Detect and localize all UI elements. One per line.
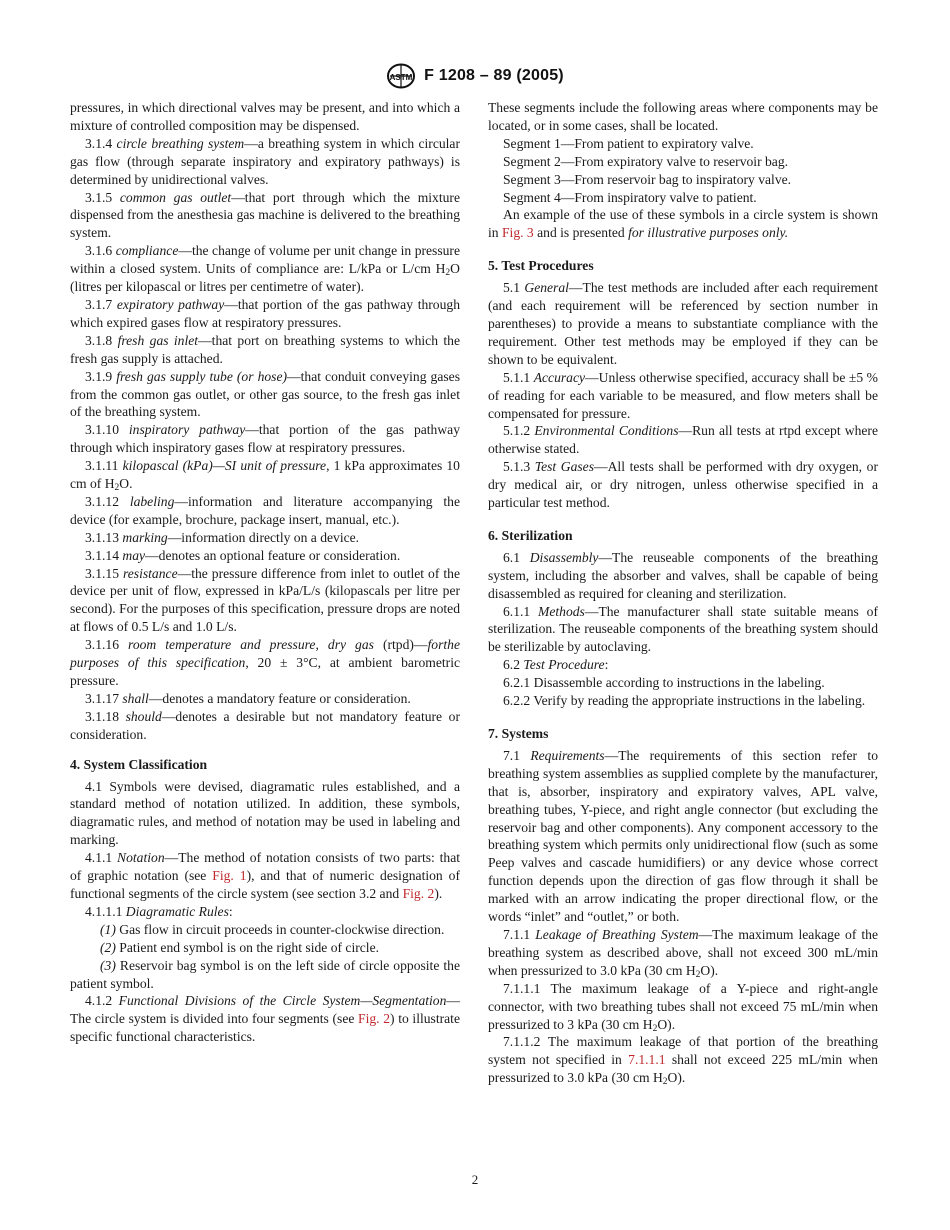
definition-should: 3.1.18 should—denotes a desirable but not mandatory feature or consideration.: [70, 708, 460, 742]
paragraph-4-1-1-1: 4.1.1.1 Diagramatic Rules:: [85, 903, 233, 919]
definition-marking: 3.1.13 marking—information directly on a device.: [85, 529, 360, 545]
segment-item: Segment 4—From inspiratory valve to patient.: [503, 189, 757, 205]
fig-3-link[interactable]: Fig. 3: [501, 225, 534, 241]
svg-text:ASTM: ASTM: [389, 73, 413, 82]
definition-fresh-gas-inlet: 3.1.8 fresh gas inlet—that port on breathing systems to which the fresh gas supply is attached.: [70, 332, 461, 366]
definition-labeling: 3.1.12 labeling—information and literature accompanying the device (for example, brochure, package insert, manual, etc.).: [70, 493, 460, 527]
section-7-1-1-1-link[interactable]: 7.1.1.1: [628, 1052, 666, 1068]
segment-item: Segment 1—From patient to expiratory valve.: [503, 135, 754, 151]
section-heading-system-classification: 4. System Classification: [70, 756, 208, 772]
definition-circle-breathing-system: 3.1.4 circle breathing system—a breathing system in which circular gas flow (through separate inspiratory and expiratory pathways) is determined by unidirectional valves.: [70, 135, 460, 187]
definition-resistance: 3.1.15 resistance—the pressure difference from inlet to outlet of the device per unit of flow, expressed in kPa/L/s (kilopascals per litre per second). For the purposes of this specification, pressure drops are noted at flows of 0.5 L/s and 1.0 L/s.: [70, 565, 460, 635]
fig-2-link[interactable]: Fig. 2: [402, 885, 435, 901]
page-number: 2: [471, 1172, 479, 1187]
paragraph-example: An example of the use of these symbols in a circle system is shown in Fig. 3 and is presented for illustrative purposes only.: [488, 207, 878, 241]
paragraph-7-1: 7.1 Requirements—The requirements of this section refer to breathing system assemblies as supplied complete by the manufacturer, that is, absorber, inspiratory and expiratory valves, APL valve, breathing tubes, Y-piece, and right angle connector (but excluding the reservoir bag and other components). Any component accessory to the breathing system which permits only unidirectional flow (such as some Peep valves and cascade humidifiers) or any device whose correct function depends upon the direction of gas flow through it shall be marked with an arrow indicating the proper directional flow, or the words “inlet” and “outlet,” or both.: [488, 747, 878, 925]
definition-expiratory-pathway: 3.1.7 expiratory pathway—that portion of the gas pathway through which expired gases flow at respiratory pressures.: [70, 296, 460, 330]
definition-rtpd: 3.1.16 room temperature and pressure, dry gas (rtpd)—forthe purposes of this specification, 20 ± 3°C, at ambient barometric pressure.: [70, 637, 461, 688]
definition-compliance: 3.1.6 compliance—the change of volume per unit change in pressure within a closed system. Units of compliance are: L/kPa or L/cm $H_2O$ (litres per kilopascal or litres per centimetre of water).: [70, 243, 460, 295]
rule-2: (2) Patient end symbol is on the right side of circle.: [100, 939, 379, 955]
paragraph-6-1: 6.1 Disassembly—The reuseable components of the breathing system, including the absorber and valves, shall be capable of being disassembled as required for cleaning and sterilization.: [488, 549, 879, 601]
definition-kilopascal: 3.1.11 kilopascal (kPa)—SI unit of pressure, 1 kPa approximates 10 cm of $H_2O$.: [70, 458, 460, 494]
paragraph-7-1-1-1: 7.1.1.1 The maximum leakage of a Y-piece and right-angle connector, with two breathing tubes shall not exceed 75 mL/min when pressurized to 3 kPa (30 cm $H_2O$).: [488, 980, 878, 1034]
segment-item: Segment 3—From reservoir bag to inspiratory valve.: [503, 171, 792, 187]
definition-fresh-gas-supply-tube: 3.1.9 fresh gas supply tube (or hose)—that conduit conveying gases from the common gas outlet, or other gas source, to the fresh gas inlet of the breathing system.: [70, 368, 461, 420]
paragraph: These segments include the following areas where components may be located, or in some cases, shall be located.: [488, 100, 878, 133]
paragraph-5-1-2: 5.1.2 Environmental Conditions—Run all tests at rtpd except where otherwise stated.: [488, 423, 878, 457]
fig-2-link[interactable]: Fig. 2: [358, 1011, 391, 1027]
left-column: [70, 99, 460, 1046]
paragraph-6-1-1: 6.1.1 Methods—The manufacturer shall state suitable means of sterilization. The reuseable components of the breathing system should be sterilizable by autoclaving.: [488, 603, 878, 655]
astm-logo-icon: [386, 63, 416, 89]
paragraph-5-1: 5.1 General—The test methods are included after each requirement (and each requirement will be referenced by section number in parentheses) to provide a means to substantiate compliance with the requirement. Other test methods may be employed if they can be shown to be equivalent.: [488, 280, 878, 367]
paragraph-6-2-2: 6.2.2 Verify by reading the appropriate instructions in the labeling.: [503, 693, 866, 709]
section-heading-sterilization: 6. Sterilization: [488, 527, 573, 543]
definition-may: 3.1.14 may—denotes an optional feature or consideration.: [85, 547, 401, 563]
segment-item: Segment 2—From expiratory valve to reservoir bag.: [503, 153, 789, 169]
paragraph-4-1: 4.1 Symbols were devised, diagramatic rules established, and a standard method of notation utilized. In addition, these symbols, diagramatic rules, and method of notation may be used in labeling and marking.: [70, 778, 460, 848]
paragraph-4-1-2: 4.1.2 Functional Divisions of the Circle System—Segmentation—The circle system is divided into four segments (see Fig. 2) to illustrate specific functional characteristics.: [70, 993, 460, 1045]
definition-inspiratory-pathway: 3.1.10 inspiratory pathway—that portion of the gas pathway through which inspiratory gases flow at respiratory pressures.: [70, 422, 461, 456]
paragraph-6-2-1: 6.2.1 Disassemble according to instructions in the labeling.: [503, 675, 825, 691]
fig-1-link[interactable]: Fig. 1: [212, 868, 247, 884]
section-heading-test-procedures: 5. Test Procedures: [488, 258, 594, 274]
paragraph-5-1-3: 5.1.3 Test Gases—All tests shall be performed with dry oxygen, or dry medical air, or dry nitrogen, unless otherwise specified in a particular test method.: [488, 459, 878, 511]
paragraph: pressures, in which directional valves may be present, and into which a mixture of controlled composition may be dispensed.: [70, 100, 460, 133]
paragraph-4-1-1: 4.1.1 Notation—The method of notation consists of two parts: that of graphic notation (see Fig. 1), and that of numeric designation of functional segments of the circle system (see section 3.2 and Fig. 2).: [70, 850, 460, 901]
rule-3: (3) Reservoir bag symbol is on the left side of circle opposite the patient symbol.: [70, 957, 460, 991]
definition-shall: 3.1.17 shall—denotes a mandatory feature or consideration.: [85, 690, 411, 706]
paragraph-7-1-1-2: 7.1.1.2 The maximum leakage of that portion of the breathing system not specified in 7.1.1.1 shall not exceed 225 mL/min when pressurized to 3.0 kPa (30 cm $H_2O$).: [488, 1034, 878, 1088]
paragraph-5-1-1: 5.1.1 Accuracy—Unless otherwise specified, accuracy shall be ±5 % of reading for each variable to be measured, and flow meters shall be compensated for pressure.: [488, 369, 878, 421]
paragraph-7-1-1: 7.1.1 Leakage of Breathing System—The maximum leakage of the breathing system as described above, shall not exceed 300 mL/min when pressurized to 3.0 kPa (30 cm $H_2O$).: [488, 926, 878, 980]
right-column: [488, 99, 878, 1087]
definition-common-gas-outlet: 3.1.5 common gas outlet—that port through which the mixture dispensed from the anesthesia gas machine is delivered to the breathing system.: [70, 189, 460, 241]
rule-1: (1) Gas flow in circuit proceeds in counter-clockwise direction.: [100, 921, 445, 937]
section-heading-systems: 7. Systems: [488, 726, 549, 741]
page-header: [0, 62, 950, 90]
paragraph-6-2: 6.2 Test Procedure:: [503, 657, 609, 673]
standard-number: F 1208 – 89 (2005): [424, 67, 564, 84]
